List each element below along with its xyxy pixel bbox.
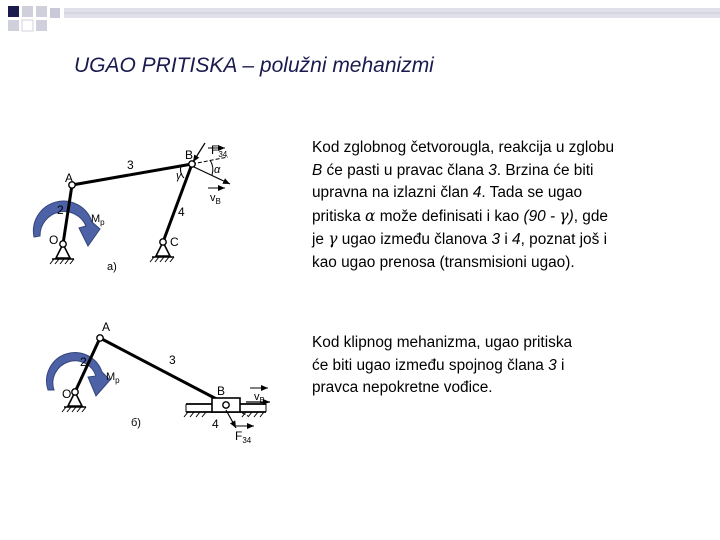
label-2: 2 bbox=[80, 355, 87, 369]
label-vb: $v_B$ bbox=[254, 391, 265, 405]
label-o: O bbox=[62, 387, 72, 401]
label-4: 4 bbox=[212, 417, 219, 431]
joint-a bbox=[97, 335, 103, 341]
label-c: C bbox=[170, 235, 179, 249]
label-4: 4 bbox=[178, 205, 185, 219]
text-line: kao ugao prenosa (transmisioni ugao). bbox=[312, 253, 575, 271]
label-f34: $F_{34}$ bbox=[211, 143, 228, 159]
moment-arrow bbox=[47, 353, 110, 396]
label-f34: $F_{34}$ bbox=[235, 429, 252, 445]
label-gamma: γ bbox=[176, 170, 182, 182]
text-line: B će pasti u pravac člana 3. Brzina će biti bbox=[312, 161, 594, 179]
joint-b bbox=[223, 402, 229, 408]
text-line: Kod klipnog mehanizma, ugao pritiska bbox=[312, 334, 573, 351]
text-line: Kod zglobnog četvorougla, reakcija u zglobu bbox=[312, 139, 615, 156]
text-line: pravca nepokretne vođice. bbox=[312, 379, 493, 397]
link-3 bbox=[100, 338, 226, 404]
caption-a: a) bbox=[107, 261, 117, 273]
label-b: B bbox=[185, 148, 194, 162]
velocity-arrow bbox=[194, 167, 230, 184]
label-3: 3 bbox=[127, 158, 134, 172]
caption-b: б) bbox=[131, 417, 141, 429]
label-o: O bbox=[49, 233, 59, 247]
label-3: 3 bbox=[169, 353, 176, 367]
label-mp: $M_p$ bbox=[106, 371, 120, 385]
label-a: A bbox=[102, 320, 111, 334]
figure-slider-crank bbox=[47, 320, 270, 445]
text-line: upravna na izlazni član 4. Tada se ugao bbox=[312, 184, 583, 202]
label-vb: $v_B$ bbox=[210, 192, 221, 206]
label-a: A bbox=[65, 171, 74, 185]
text-line: je γ ugao između članova 3 i 4, poznat još i bbox=[312, 230, 608, 249]
slide-title: UGAO PRITISKA – polužni mehanizmi bbox=[74, 54, 434, 77]
link-2 bbox=[63, 185, 72, 244]
label-alpha: α bbox=[214, 164, 221, 176]
label-2: 2 bbox=[57, 203, 64, 217]
label-mp: $M_p$ bbox=[91, 213, 105, 227]
text-line: pritiska α može definisati i kao (90 - γ), gde bbox=[312, 206, 608, 225]
force-arrow bbox=[193, 143, 205, 162]
figure-four-bar bbox=[33, 143, 230, 273]
text-line: će biti ugao između spojnog člana 3 i bbox=[312, 356, 565, 374]
label-b: B bbox=[217, 384, 226, 398]
